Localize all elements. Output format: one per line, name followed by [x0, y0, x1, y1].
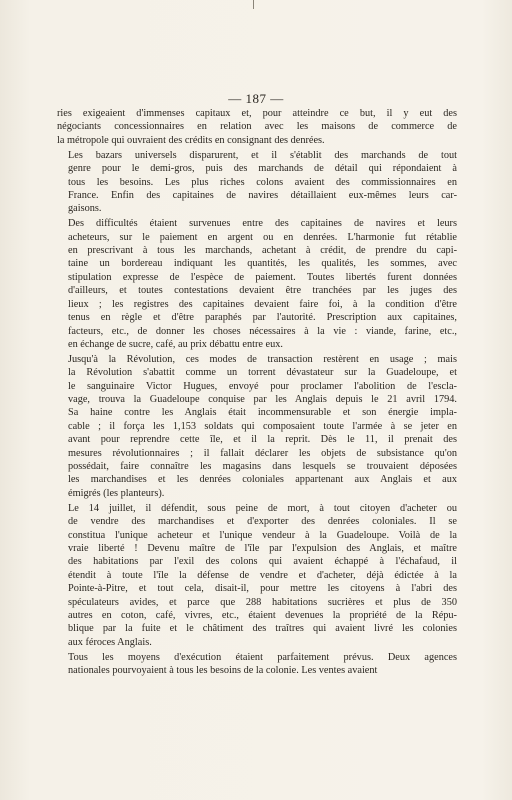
text-line: Tous les moyens d'exécution étaient parfaitement prévus. Deux agences	[68, 651, 457, 663]
paragraph	[57, 502, 457, 649]
page-number: — 187 —	[228, 91, 284, 106]
text-line: ries exigeaient d'immenses capitaux et, pour atteindre ce but, il y eut des	[57, 108, 457, 119]
text-line: Pointe-à-Pitre, et tout cela, disait-il, pour mettre les citoyens à l'abri des	[68, 583, 457, 595]
text-line: avant pour reprendre cette île, et il la reprit. Dès le 11, il prenait des	[68, 434, 457, 446]
text-line: en échange de sucre, café, au prix débattu entre eux.	[68, 338, 283, 350]
text-line: Le 14 juillet, il défendit, sous peine de mort, à tout citoyen d'acheter ou	[68, 502, 457, 514]
text-line: Jusqu'à la Révolution, ces modes de transaction restèrent en usage ; mais	[68, 353, 457, 365]
text-line: la Révolution s'abattit comme un torrent dévastateur sur la Guadeloupe, et	[68, 367, 457, 379]
text-line: France. Enfin des capitaines de navires détaillaient eux-mêmes leurs car-	[68, 189, 457, 201]
text-line: Les bazars universels disparurent, et il s'établit des marchands de tout	[68, 149, 457, 161]
text-line: d'ailleurs, et toutes contestations devaient être tranchées par les juges des	[68, 285, 457, 297]
text-line: des habitations par l'exil des colons qui avaient échappé à l'échafaud, il	[68, 556, 457, 568]
text-line: cable ; il força les 1,153 soldats qui composaient toute l'armée à se jeter en	[68, 420, 457, 432]
text-line: en prescrivant à tous les marchands, achetant à crédit, de prendre du capi-	[68, 245, 457, 257]
text-line: facteurs, etc., de donner les choses nécessaires à la vie : viande, farine, etc.,	[68, 325, 457, 337]
text-line: tous les besoins. Les plus riches colons avaient des commissionnaires en	[68, 176, 457, 188]
text-line: constitua l'unique acheteur et l'unique vendeur à la Guadeloupe. Voilà de la	[68, 529, 457, 541]
text-line: vage, trouva la Guadeloupe conquise par les Anglais depuis le 21 avril 1794.	[68, 394, 457, 406]
paragraph	[57, 651, 457, 678]
text-line: la métropole qui ouvraient des crédits en consignant des denrées.	[57, 134, 325, 146]
text-line: tenus en règle et d'être paraphés par l'autorité. Prescription aux capitaines,	[68, 312, 457, 324]
text-line: émigrés (les planteurs).	[68, 487, 165, 499]
text-line: genre pour le demi-gros, puis des marchands de détail qui répondaient à	[68, 163, 457, 175]
text-line: stipulation expresse de l'espèce de paiement. Toutes libertés furent données	[68, 271, 457, 283]
scan-mark	[253, 0, 254, 9]
text-line: vraie liberté ! Devenu maître de l'île par l'expulsion des Anglais, et maître	[68, 543, 457, 554]
paragraph	[57, 149, 457, 216]
text-line: mesures révolutionnaires ; il fallait déclarer les objets de subsistance qu'on	[68, 447, 457, 459]
text-line: lieux ; les registres des capitaines devaient faire foi, à la condition d'être	[68, 298, 457, 310]
text-line: le sanguinaire Victor Hugues, envoyé pour proclamer l'abolition de l'escla-	[68, 380, 457, 392]
text-line: aux féroces Anglais.	[68, 636, 152, 648]
text-line: acheteurs, sur le paiement en argent ou en denrées. L'harmonie fut rétablie	[68, 231, 457, 243]
text-line: autres en coton, café, vivres, etc., étaient devenues la propriété de la Répu-	[68, 610, 457, 622]
text-line: négociants concessionnaires en relation avec les maisons de commerce de	[57, 121, 457, 133]
text-line: gaisons.	[68, 203, 102, 215]
text-line: nationales pourvoyaient à tous les besoins de la colonie. Les ventes avaient	[68, 665, 378, 677]
body-text	[57, 107, 457, 679]
text-line: spéculateurs avides, et parce que 288 habitations sucrières et plus de 350	[68, 596, 457, 608]
text-line: Des difficultés étaient survenues entre des capitaines de navires et leurs	[68, 218, 457, 230]
text-line: de vendre des marchandises et d'exporter des denrées coloniales. Il se	[68, 516, 457, 528]
text-line: étendit à toute l'île la défense de vendre et d'acheter, déjà édictée à la	[68, 569, 457, 581]
text-line: taine un bordereau indiquant les quantités, les qualités, les sommes, avec	[68, 258, 457, 270]
paragraph	[57, 107, 457, 147]
text-line: possédait, faire connaître les magasins dans lesquels se trouvaient déposées	[68, 461, 457, 473]
paragraph	[57, 353, 457, 500]
text-line: les marchandises et les denrées coloniales appartenant aux Anglais et aux	[68, 474, 457, 486]
text-line: Sa haine contre les Anglais était incommensurable et son énergie impla-	[68, 407, 457, 419]
text-line: blique par la fuite et le châtiment des traîtres qui avaient livré les colonies	[68, 623, 457, 635]
paragraph	[57, 217, 457, 351]
